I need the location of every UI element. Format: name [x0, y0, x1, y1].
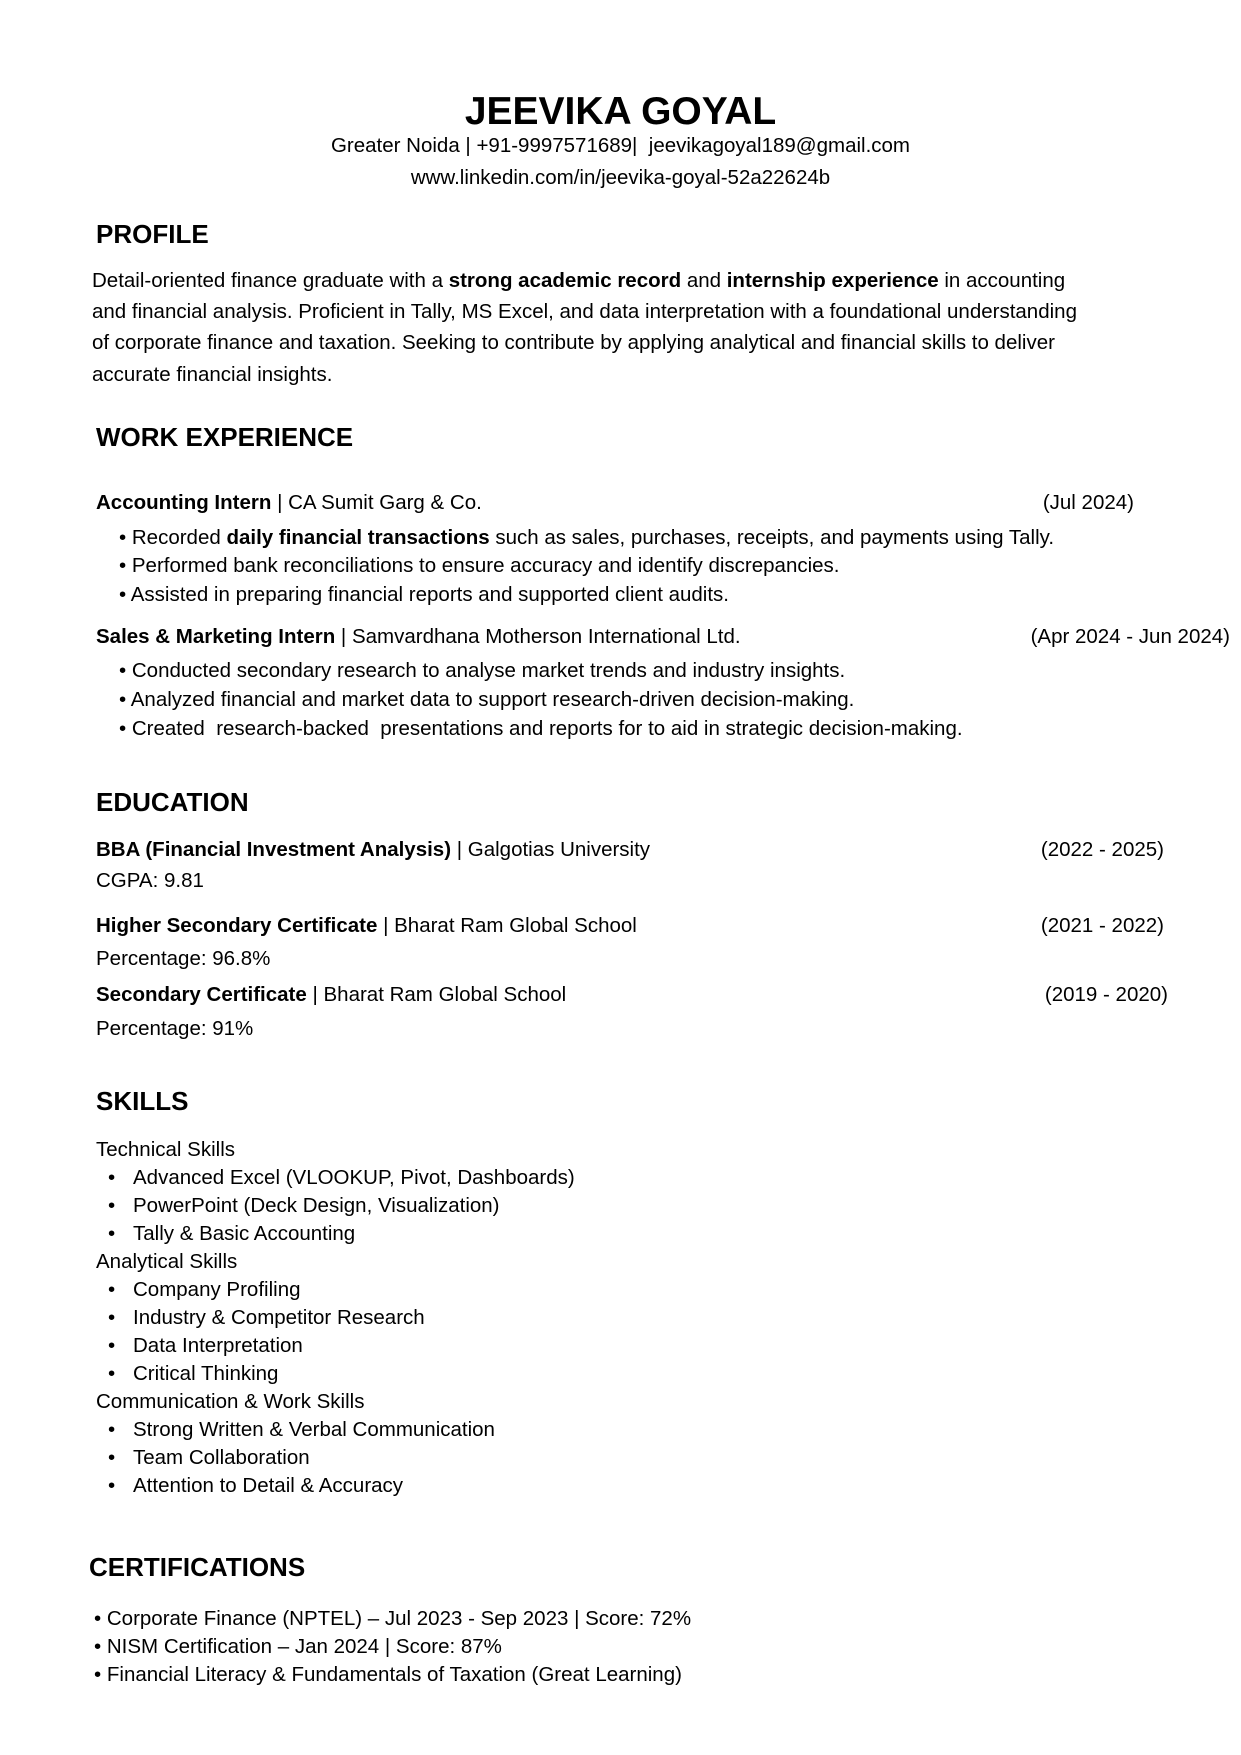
job-bullet: • Assisted in preparing financial reports and supported client audits. [119, 583, 730, 606]
degree-date: (2019 - 2020) [1044, 983, 1168, 1006]
skill-item [108, 1474, 403, 1498]
job-bullet: • Analyzed financial and market data to support research-driven decision-making. [119, 688, 855, 711]
degree-date: (2022 - 2025) [1040, 838, 1164, 861]
job-bullet: • Created research-backed presentations and reports for to aid in strategic decision-making. [119, 717, 963, 740]
bullet-icon: • [108, 1166, 116, 1189]
linkedin-link[interactable]: www.linkedin.com/in/jeevika-goyal-52a22624b [410, 166, 831, 189]
section-heading-skills: SKILLS [96, 1086, 189, 1116]
degree-date: (2021 - 2022) [1040, 914, 1164, 937]
bullet-icon: • [108, 1418, 116, 1441]
skill-item-label: Team Collaboration [133, 1446, 310, 1469]
degree-line: Higher Secondary Certificate | Bharat Ram Global School [96, 914, 637, 937]
bullet-icon: • [108, 1306, 116, 1329]
degree-line: Secondary Certificate | Bharat Ram Global School [96, 983, 567, 1006]
skill-item-label: Data Interpretation [133, 1334, 303, 1357]
candidate-name: JEEVIKA GOYAL [464, 90, 777, 133]
bullet-icon: • [108, 1278, 116, 1301]
skill-item [108, 1446, 310, 1470]
certification-item: • NISM Certification – Jan 2024 | Score: 87% [94, 1635, 502, 1658]
job-bullet: • Recorded daily financial transactions such as sales, purchases, receipts, and payments using Tally. [119, 526, 1055, 549]
skill-item-label: Company Profiling [133, 1278, 301, 1301]
profile-line: accurate financial insights. [92, 363, 333, 386]
job-bullet: • Performed bank reconciliations to ensure accuracy and identify discrepancies. [119, 554, 840, 577]
profile-line: Detail-oriented finance graduate with a strong academic record and internship experience in accounting [92, 269, 1066, 292]
skill-item [108, 1418, 495, 1442]
skill-item-label: Attention to Detail & Accuracy [133, 1474, 404, 1497]
skill-item-label: Industry & Competitor Research [133, 1306, 425, 1329]
degree-score: CGPA: 9.81 [96, 869, 204, 892]
degree-line: BBA (Financial Investment Analysis) | Galgotias University [96, 838, 651, 861]
skill-item [108, 1194, 500, 1218]
job-date: (Apr 2024 - Jun 2024) [1030, 625, 1230, 648]
bullet-icon: • [108, 1446, 116, 1469]
skill-item [108, 1334, 303, 1358]
skill-item-label: Advanced Excel (VLOOKUP, Pivot, Dashboards) [133, 1166, 575, 1189]
bullet-icon: • [108, 1194, 116, 1217]
skill-group-label: Technical Skills [96, 1138, 235, 1161]
skill-item-label: Strong Written & Verbal Communication [133, 1418, 495, 1441]
skill-item-label: Tally & Basic Accounting [133, 1222, 356, 1245]
skill-item-label: PowerPoint (Deck Design, Visualization) [133, 1194, 500, 1217]
bullet-icon: • [108, 1474, 116, 1497]
degree-score: Percentage: 96.8% [96, 947, 271, 970]
job-title-line: Accounting Intern | CA Sumit Garg & Co. [96, 491, 482, 514]
certification-item: • Corporate Finance (NPTEL) – Jul 2023 - Sep 2023 | Score: 72% [94, 1607, 692, 1630]
skill-group-label: Communication & Work Skills [96, 1390, 365, 1413]
section-heading-profile: PROFILE [96, 219, 209, 249]
profile-line: of corporate finance and taxation. Seeking to contribute by applying analytical and financial skills to deliver [92, 331, 1055, 354]
job-title-line: Sales & Marketing Intern | Samvardhana Motherson International Ltd. [96, 625, 741, 648]
skill-item [108, 1306, 425, 1330]
profile-line: and financial analysis. Proficient in Tally, MS Excel, and data interpretation with a foundational understanding [92, 300, 1077, 323]
job-bullet: • Conducted secondary research to analyse market trends and industry insights. [119, 659, 846, 682]
section-heading-work: WORK EXPERIENCE [96, 422, 354, 452]
bullet-icon: • [108, 1362, 116, 1385]
bullet-icon: • [108, 1334, 116, 1357]
job-date: (Jul 2024) [1042, 491, 1134, 514]
skill-item-label: Critical Thinking [133, 1362, 279, 1385]
contact-line: Greater Noida | +91-9997571689| jeevikagoyal189@gmail.com [330, 134, 911, 157]
degree-score: Percentage: 91% [96, 1017, 254, 1040]
section-heading-certifications: CERTIFICATIONS [89, 1552, 306, 1582]
skill-group-label: Analytical Skills [96, 1250, 238, 1273]
skill-item [108, 1362, 278, 1386]
skill-item [108, 1222, 355, 1246]
section-heading-education: EDUCATION [96, 787, 249, 817]
bullet-icon: • [108, 1222, 116, 1245]
skill-item [108, 1278, 301, 1302]
certification-item: • Financial Literacy & Fundamentals of Taxation (Great Learning) [94, 1663, 682, 1686]
skill-item [108, 1166, 575, 1190]
